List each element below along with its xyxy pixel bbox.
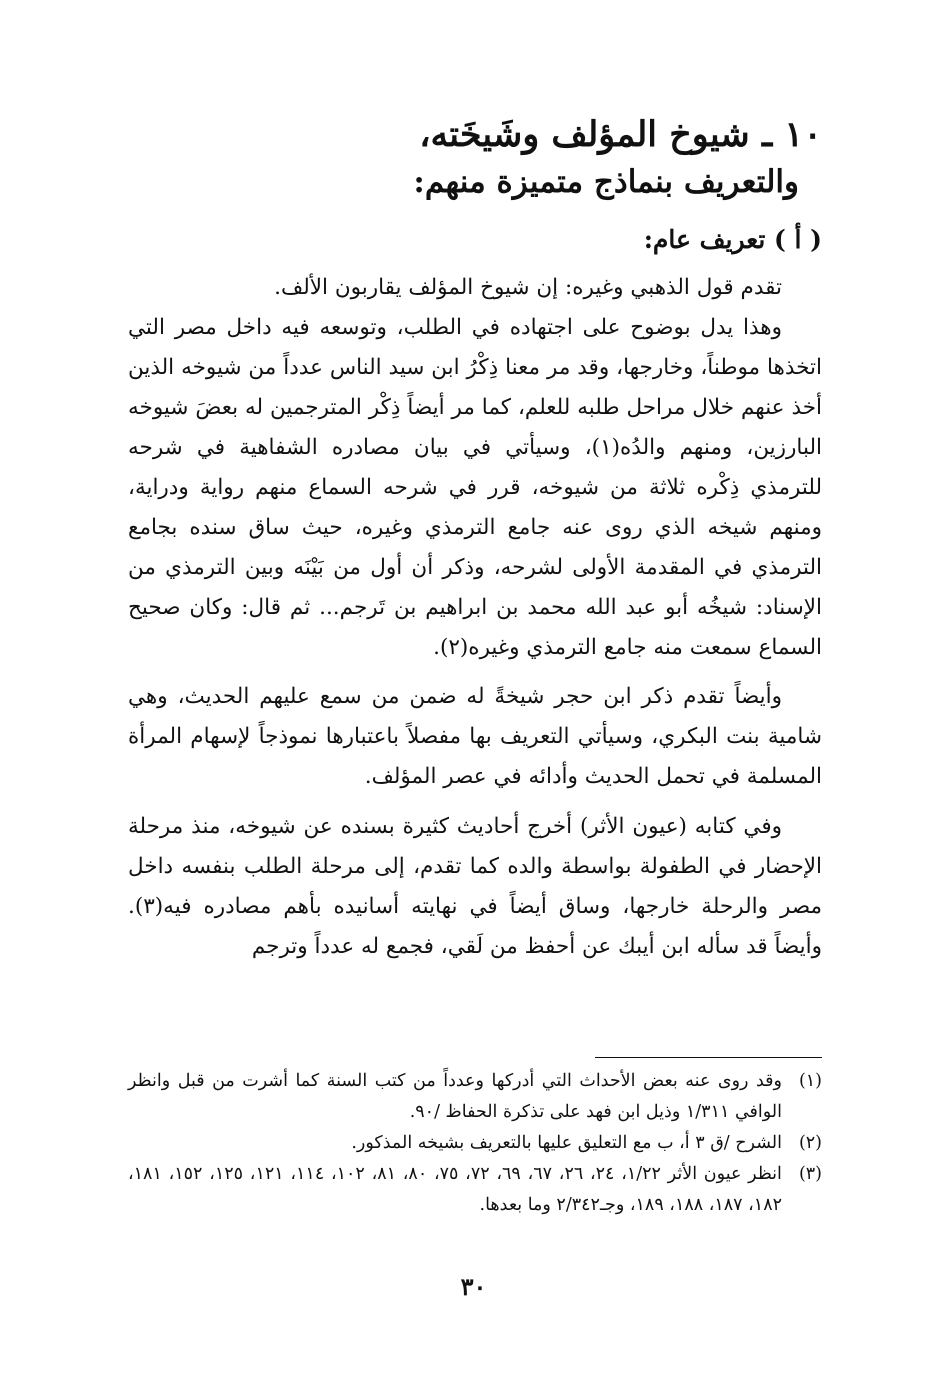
footnote-number: (٣) (798, 1164, 822, 1184)
chapter-title: ١٠ ـ شيوخ المؤلف وشَيخَته، (419, 114, 822, 155)
footnote-1 (128, 1066, 822, 1128)
paragraph-2: وهذا يدل بوضوح على اجتهاده في الطلب، وتوسعه فيه داخل مصر التي اتخذها موطناً، وخارجها، وقد مر معنا ذِكْرُ ابن سيد الناس عدداً من شيوخه الذين أخذ عنهم خلال مراحل طلبه للعلم، كما مر أيضاً ذِكْر المترجمين له بعضَ شيوخه البارزين، ومنهم والدُه(١)، وسيأتي في بيان مصادره الشفاهية في شرحه للترمذي ذِكْره ثلاثة من شيوخه، قرر في شرحه السماع منهم رواية ودراية، ومنهم شيخه الذي روى عنه جامع الترمذي وغيره، حيث ساق سنده بجامع الترمذي في المقدمة الأولى لشرحه، وذكر أن أول من بَيْنَه وبين الترمذي من الإسناد: شيخُه أبو عبد الله محمد بن ابراهيم بن تَرجم... ثم قال: وكان صحيح السماع سمعت منه جامع الترمذي وغيره(٢). (128, 315, 822, 660)
footnotes (128, 1066, 822, 1221)
footnote-number: (١) (798, 1071, 822, 1091)
footnote-divider (595, 1057, 822, 1058)
section-heading: ( أ ) تعريف عام: (643, 225, 822, 254)
footnote-text: الشرح /ق ٣ أ، ب مع التعليق عليها بالتعريف بشيخه المذكور. (351, 1133, 782, 1153)
paragraph-4: وفي كتابه (عيون الأثر) أخرج أحاديث كثيرة بسنده عن شيوخه، منذ مرحلة الإحضار في الطفولة بواسطة والده كما تقدم، إلى مرحلة الطلب بنفسه داخل مصر والرحلة خارجها، وساق أيضاً في نهايته أسانيده بأهم مصادره فيه(٣). وأيضاً قد سأله ابن أيبك عن أحفظ من لَقي، فجمع له عدداً وترجم (128, 814, 822, 959)
paragraph-1: تقدم قول الذهبي وغيره: إن شيوخ المؤلف يقاربون الألف. (274, 275, 782, 300)
footnote-text: وقد روى عنه بعض الأحداث التي أدركها وعدداً من كتب السنة كما أشرت من قبل وانظر الوافي ١/٣١١ وذيل ابن فهد على تذكرة الحفاظ /٩٠. (128, 1071, 782, 1122)
footnote-3 (128, 1159, 822, 1221)
page-number: ٣٠ (460, 1272, 487, 1301)
footnote-2 (128, 1128, 822, 1159)
footnote-number: (٢) (798, 1133, 822, 1153)
paragraph-3: وأيضاً تقدم ذكر ابن حجر شيخةً له ضمن من سمع عليهم الحديث، وهي شامية بنت البكري، وسيأتي التعريف بها مفصلاً باعتبارها نموذجاً لإسهام المرأة المسلمة في تحمل الحديث وأدائه في عصر المؤلف. (128, 684, 822, 789)
chapter-subtitle: والتعريف بنماذج متميزة منهم: (413, 164, 799, 200)
body-text (128, 268, 822, 967)
footnote-text: انظر عيون الأثر ١/٢٢، ٢٤، ٢٦، ٦٧، ٦٩، ٧٢، ٧٥، ٨٠، ٨١، ١٠٢، ١١٤، ١٢١، ١٢٥، ١٥٢، ١٨١، ١٨٢، ١٨٧، ١٨٨، ١٨٩، وجـ٢/٣٤٢ وما بعدها. (128, 1164, 782, 1215)
